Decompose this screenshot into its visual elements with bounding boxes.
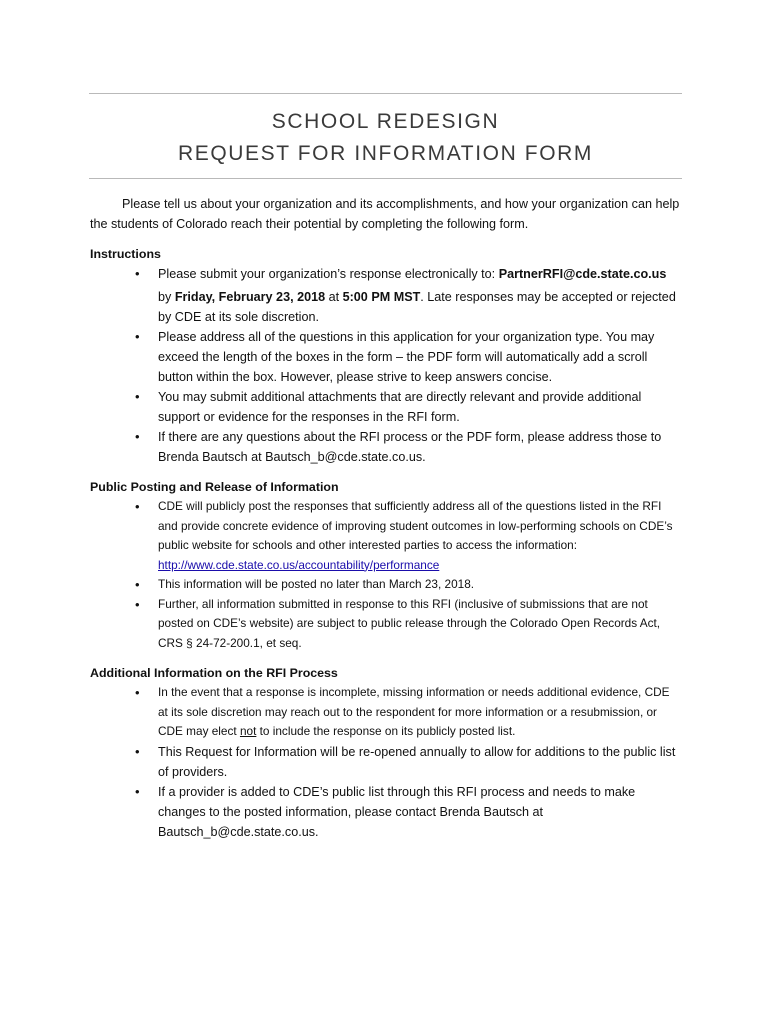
additional-item1-after: to include the response on its publicly posted list.: [256, 724, 516, 738]
additional-item1-before: In the event that a response is incomplete, missing information or needs additional evidence, CDE at its sole discretion may reach out to the respondent for more information or a resubmission, or CDE may elect: [158, 685, 670, 738]
list-item: [158, 497, 678, 575]
page-title-line1: SCHOOL REDESIGN: [271, 110, 500, 133]
list-item: • If a provider is added to CDE’s public list through this RFI process and needs to make changes to the posted information, please contact Brenda Bautsch at Bautsch_b@cde.state.co.us.: [158, 782, 678, 842]
list-item: • This information will be posted no later than March 23, 2018.: [158, 575, 678, 595]
deadline-line: [158, 287, 678, 327]
list-item: • This Request for Information will be re-opened annually to allow for additions to the public list of providers.: [158, 742, 678, 782]
list-item: [158, 264, 678, 327]
deadline-by: by: [158, 290, 175, 304]
list-item: • If there are any questions about the RFI process or the PDF form, please address those to Brenda Bautsch at Bautsch_b@cde.state.co.us.: [158, 427, 678, 467]
additional-heading: Additional Information on the RFI Process: [90, 666, 338, 680]
instructions-list: [158, 264, 678, 467]
deadline-time: 5:00 PM MST: [342, 290, 421, 304]
additional-item1-not: not: [239, 724, 257, 738]
instructions-heading: Instructions: [90, 247, 161, 261]
list-item: • Please address all of the questions in this application for your organization type. You may exceed the length of the boxes in the form – the PDF form will automatically add a scroll button within the box. However, please strive to keep answers concise.: [158, 327, 678, 387]
deadline-date: Friday, February 23, 2018: [174, 290, 326, 304]
deadline-note: . Late responses may be accepted or rejected by CDE at its sole discretion.: [158, 290, 676, 324]
list-item: • You may submit additional attachments that are directly relevant and provide additional support or evidence for the responses in the RFI form.: [158, 387, 678, 427]
bottom-divider: [89, 178, 682, 179]
list-item: • Further, all information submitted in response to this RFI (inclusive of submissions that are not posted on CDE’s website) are subject to public release through the Colorado Open Records Act, CRS § 24-72-200.1, et seq.: [158, 595, 678, 654]
deadline-at: at: [325, 290, 343, 304]
performance-link[interactable]: http://www.cde.state.co.us/accountability/performance: [158, 557, 440, 572]
intro-paragraph: Please tell us about your organization and its accomplishments, and how your organization can help the students of Colorado reach their potential by completing the following form.: [90, 197, 680, 231]
posting-list: [158, 497, 678, 653]
submission-email: PartnerRFI@cde.state.co.us: [498, 267, 667, 281]
posting-item1-text: CDE will publicly post the responses that sufficiently address all of the questions listed in the RFI and provide concrete evidence of improving student outcomes in low-performing schools on CDE’s public website for schools and other interested parties to access the information:: [158, 499, 673, 552]
top-divider: [89, 93, 682, 94]
posting-heading: Public Posting and Release of Information: [90, 480, 339, 494]
page-title-line2: REQUEST FOR INFORMATION FORM: [177, 142, 594, 165]
list-item: [158, 683, 678, 742]
additional-list: [158, 683, 678, 842]
instructions-item1-text: Please submit your organization’s response electronically to:: [158, 267, 499, 281]
